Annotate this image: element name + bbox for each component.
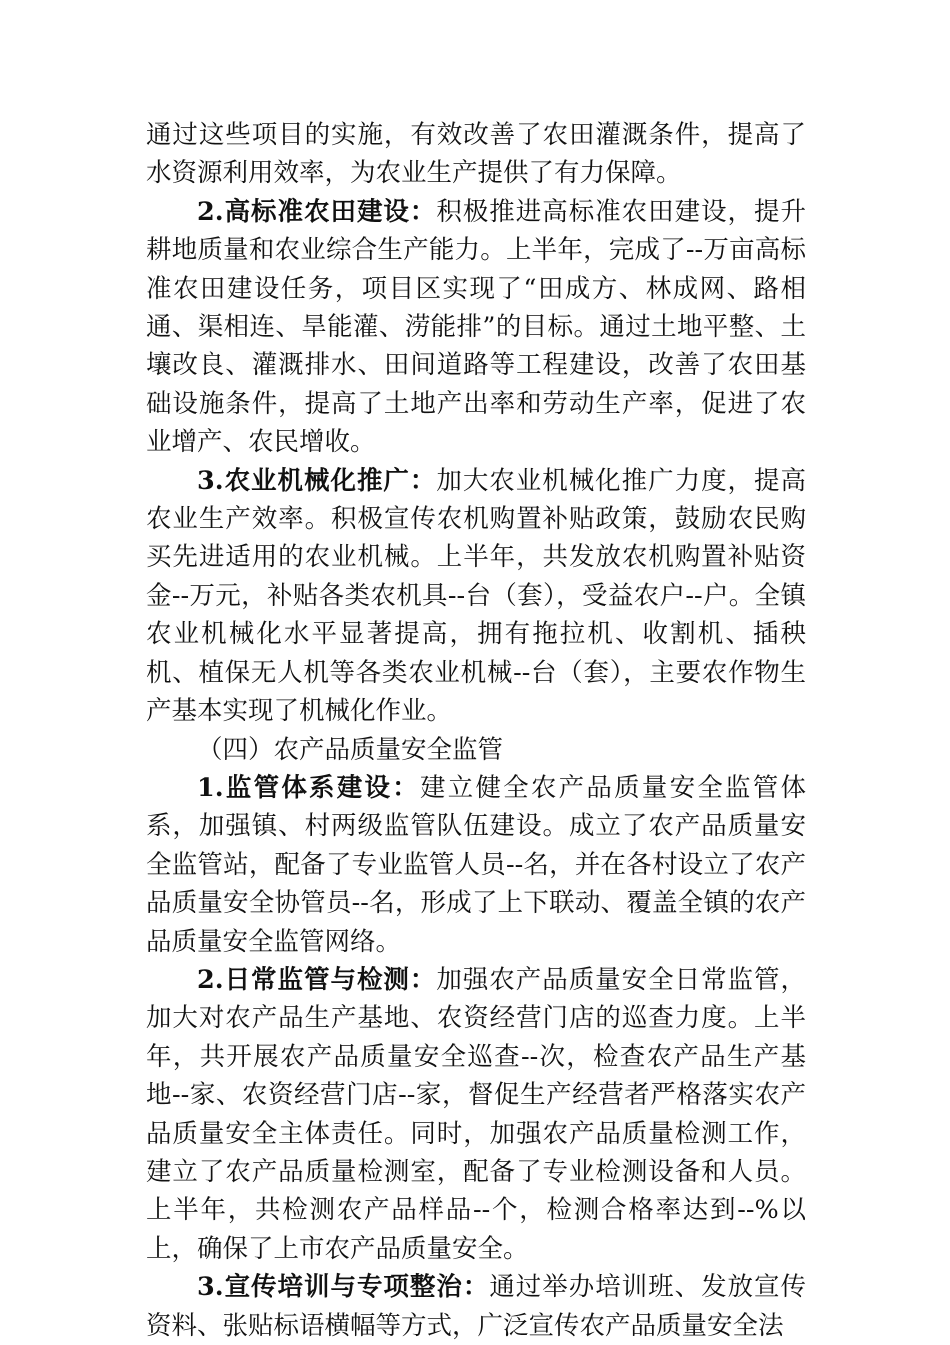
- paragraph-supervision-system: [146, 769, 806, 961]
- paragraph-lead: 3.宣传培训与专项整治：: [197, 1272, 490, 1303]
- paragraph-irrigation-summary: [146, 116, 806, 193]
- paragraph-lead: 2.日常监管与检测：: [197, 964, 437, 995]
- paragraph-publicity-training: [146, 1268, 806, 1345]
- paragraph-body: 加大农业机械化推广力度，提高农业生产效率。积极宣传农机购置补贴政策，鼓励农民购买先进适用的农业机械。上半年，共发放农机购置补贴资金--万元，补贴各类农机具--台（套），受益农户--户。全镇农业机械化水平显著提高，拥有拖拉机、收割机、插秧机、植保无人机等各类农业机械--台（套），主要农作物生产基本实现了机械化作业。: [146, 465, 806, 727]
- paragraph-lead: 2.高标准农田建设：: [197, 196, 437, 227]
- paragraph-agri-mechanization: [146, 462, 806, 731]
- paragraph-body: 通过举办培训班、发放宣传资料、张贴标语横幅等方式，广泛宣传农产品质量安全法: [146, 1272, 806, 1341]
- paragraph-daily-supervision: [146, 961, 806, 1268]
- paragraph-body: 建立健全农产品质量安全监管体系，加强镇、村两级监管队伍建设。成立了农产品质量安全监管站，配备了专业监管人员--名，并在各村设立了农产品质量安全协管员--名，形成了上下联动、覆盖全镇的农产品质量安全监管网络。: [146, 772, 806, 957]
- paragraph-body: 加强农产品质量安全日常监管，加大对农产品生产基地、农资经营门店的巡查力度。上半年，共开展农产品质量安全巡查--次，检查农产品生产基地--家、农资经营门店--家，督促生产经营者严格落实农产品质量安全主体责任。同时，加强农产品质量检测工作，建立了农产品质量检测室，配备了专业检测设备和人员。上半年，共检测农产品样品--个，检测合格率达到--%以上，确保了上市农产品质量安全。: [146, 964, 806, 1264]
- paragraph-lead: 1.监管体系建设：: [197, 772, 420, 803]
- paragraph-high-standard-farmland: [146, 193, 806, 462]
- paragraph-lead: 3.农业机械化推广：: [197, 465, 437, 496]
- document-page: [146, 116, 806, 1345]
- paragraph-body: 积极推进高标准农田建设，提升耕地质量和农业综合生产能力。上半年，完成了--万亩高标准农田建设任务，项目区实现了“田成方、林成网、路相通、渠相连、旱能灌、涝能排”的目标。通过土地平整、土壤改良、灌溉排水、田间道路等工程建设，改善了农田基础设施条件，提高了土地产出率和劳动生产率，促进了农业增产、农民增收。: [146, 196, 806, 458]
- paragraph-body: 通过这些项目的实施，有效改善了农田灌溉条件，提高了水资源利用效率，为农业生产提供了有力保障。: [146, 120, 806, 189]
- section-heading: （四）农产品质量安全监管: [197, 734, 504, 765]
